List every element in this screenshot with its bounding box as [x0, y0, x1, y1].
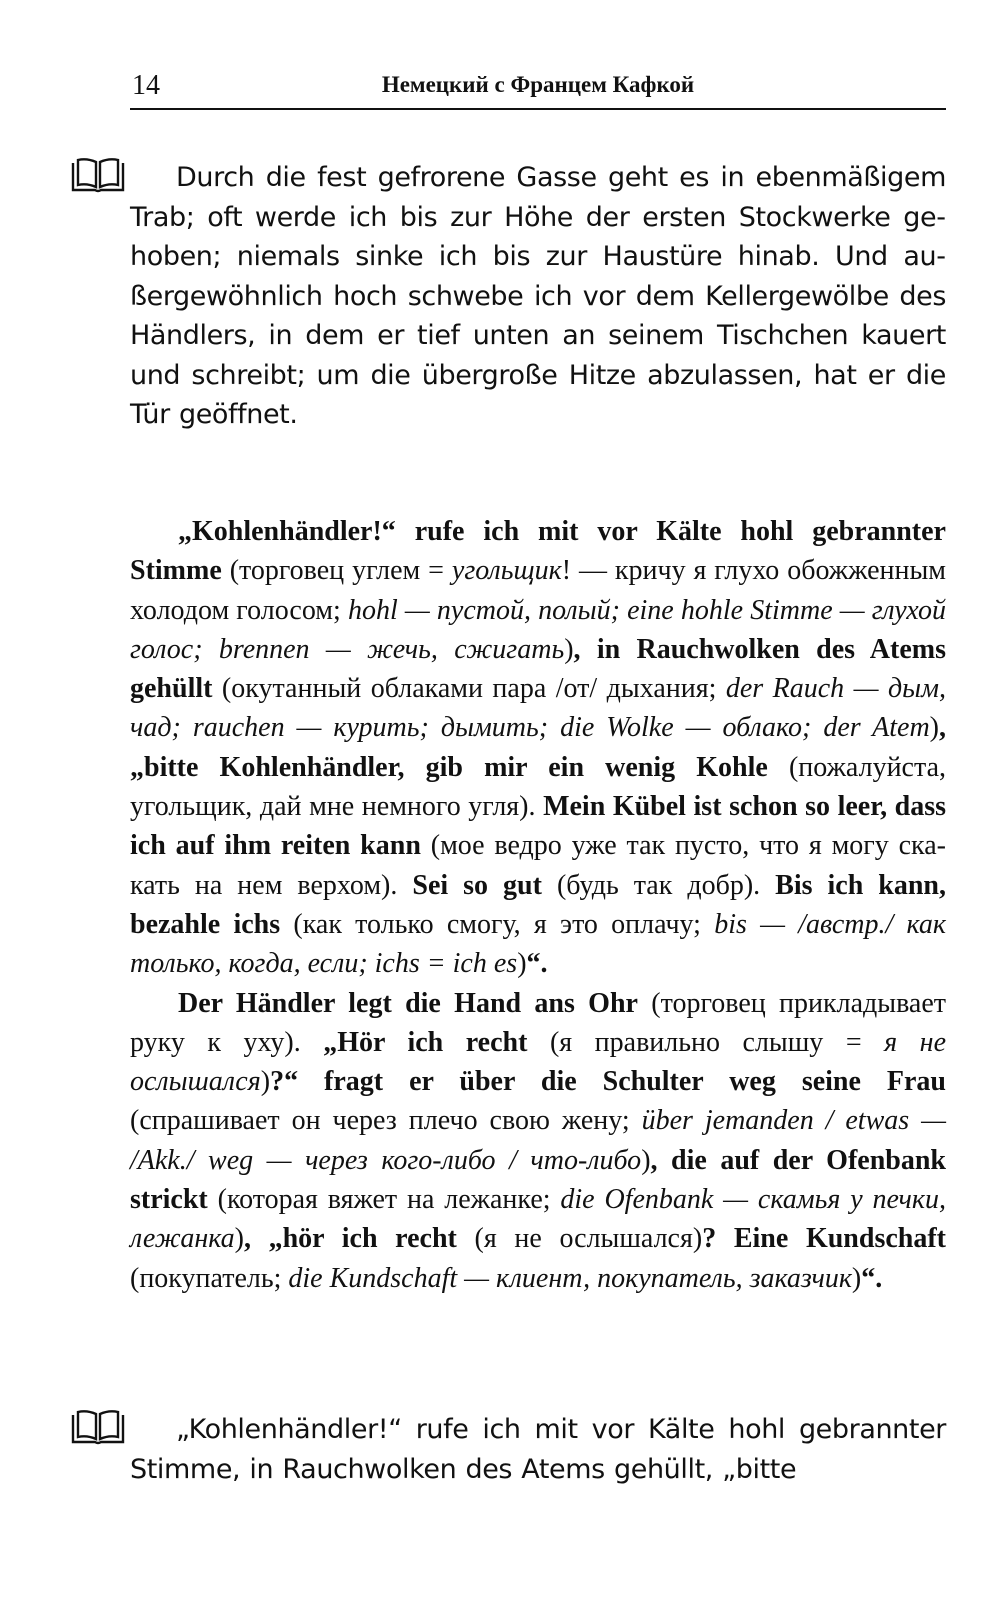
translation-text: (я не ослышался) — [456, 1223, 703, 1255]
vocabulary-gloss: über jemanden / etwas — /Akk./ weg — через кого-либо / что-либо — [130, 1105, 947, 1176]
original-text-block — [130, 158, 946, 435]
original-text-block-2 — [130, 1410, 946, 1489]
original-paragraph: Durch die fest gefrorene Gasse geht es in ebenmäßigem Trab; oft werde ich bis zur Höhe der ersten Stockwerke gehoben; niemals sinke ich bis zur Haustüre hinab. Und außergewöhnlich hoch schwebe ich vor dem Kellergewölbe des Händlers, in dem er tief unten an seinem Tischchen kauert und schreibt; um die übergroße Hitze abzulassen, hat er die Tür geöffnet. — [130, 162, 946, 430]
translation-text: (которая вяжет на лежанке; — [207, 1184, 561, 1216]
vocabulary-gloss: bis — /австр./ как только, когда, если; ichs = ich es — [130, 908, 946, 980]
translation-text: (я правильно слышу = — [527, 1026, 885, 1058]
vocabulary-gloss: я не ослышался — [130, 1026, 946, 1098]
open-book-icon — [70, 158, 126, 194]
annotated-paragraph-1 — [130, 512, 946, 984]
german-phrase: “. — [861, 1262, 883, 1294]
translation-text: (покупатель; — [130, 1262, 289, 1294]
translation-text: ) — [641, 1144, 651, 1176]
translation-text: ) — [517, 948, 527, 980]
annotated-paragraph-2 — [130, 984, 946, 1298]
translation-text: ) — [234, 1223, 244, 1255]
german-phrase: , „bitte Kohlenhändler, gib mir ein wenig Kohle — [130, 712, 946, 783]
german-phrase: Sei so gut — [412, 869, 542, 901]
vocabulary-gloss: die Kundschaft — клиент, покупатель, заказчик — [288, 1262, 852, 1294]
german-phrase: ? Eine Kundschaft — [702, 1223, 946, 1255]
translation-text: (торговец углем = — [221, 555, 452, 587]
german-phrase: , in Rauchwolken des Atems gehüllt — [130, 633, 946, 705]
vocabulary-gloss: die Ofenbank — скамья у печки, лежанка — [130, 1184, 946, 1255]
german-phrase: “. — [526, 948, 548, 980]
german-phrase: , die auf der Ofenbank strickt — [130, 1144, 946, 1216]
running-title: Немецкий с Францем Кафкой — [381, 72, 695, 97]
original-paragraph-2: „Kohlenhändler!“ rufe ich mit vor Kälte hohl gebrannter Stimme, in Rauchwolken des Atems gehüllt, „bitte — [130, 1414, 946, 1485]
translation-text: ) — [260, 1066, 271, 1098]
annotated-text-block — [130, 512, 946, 1298]
german-phrase: „Hör ich recht — [323, 1026, 528, 1058]
translation-text: (мое ведро уже так пусто, что я могу скакать на нем верхом). — [130, 830, 946, 901]
translation-text: (спрашивает он через плечо свою жену; — [130, 1105, 642, 1137]
vocabulary-gloss: угольщик — [451, 555, 562, 587]
german-phrase: Der Händler legt die Hand ans Ohr — [178, 987, 638, 1019]
german-phrase: „Kohlenhändler!“ rufe ich mit vor Kälte hohl gebrannter Stimme — [130, 516, 946, 587]
page-number: 14 — [132, 70, 160, 101]
translation-text: (будь так добр). — [541, 869, 776, 901]
translation-text: ) — [929, 712, 939, 744]
translation-text: (окутанный облаками пара /от/ дыхания; — [212, 673, 726, 705]
german-phrase: ?“ fragt er über die Schulter weg seine Frau — [270, 1066, 946, 1098]
vocabulary-gloss: der Rauch — дым, чад; rauchen — курить; дымить; die Wolke — облако; der Atem — [130, 673, 946, 744]
german-phrase: Mein Kübel ist schon so leer, dass ich auf ihm reiten kann — [130, 791, 946, 862]
translation-text: (пожалуйста, угольщик, дай мне немного угля). — [130, 751, 946, 823]
translation-text: ) — [851, 1262, 862, 1294]
page-header — [130, 62, 946, 108]
translation-text: (как только смогу, я это оплачу; — [280, 908, 715, 940]
german-phrase: , „hör ich recht — [243, 1223, 457, 1255]
vocabulary-gloss: hohl — пустой, полый; eine hohle Stimme — глухой голос; brennen — жечь, сжигать — [130, 594, 946, 665]
header-rule — [130, 108, 946, 110]
open-book-icon — [70, 1410, 126, 1446]
translation-text: ! — кричу я глухо обожженным холодом голосом; — [130, 555, 947, 626]
translation-text: ) — [564, 633, 574, 665]
german-phrase: Bis ich kann, bezahle ichs — [130, 869, 946, 940]
translation-text: (торговец прикладывает руку к уху). — [130, 987, 947, 1058]
